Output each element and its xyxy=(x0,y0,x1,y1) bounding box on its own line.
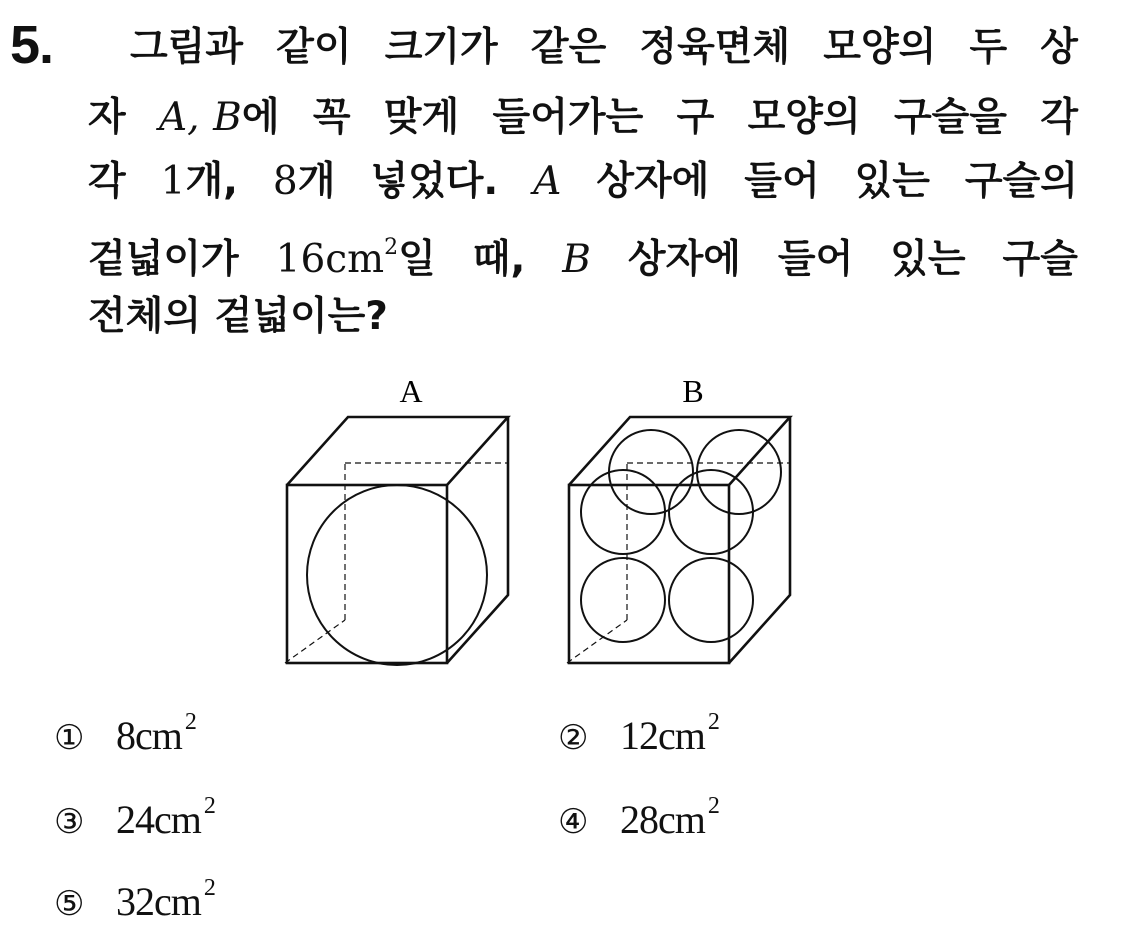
choice-5-marker: ⑤ xyxy=(54,886,85,923)
particle: 에 xyxy=(241,95,280,140)
sphere xyxy=(669,558,753,642)
question-line-1 xyxy=(130,18,1078,78)
box-a-var: A xyxy=(533,159,562,204)
word: 구슬의 xyxy=(964,159,1078,204)
word: 같이 xyxy=(276,25,352,70)
word: 그림과 xyxy=(130,25,244,70)
word: 크기가 xyxy=(384,25,498,70)
sphere xyxy=(609,430,693,514)
word: 때, xyxy=(472,237,526,282)
word: 넣었다. xyxy=(370,159,499,204)
cube-a-label: A xyxy=(399,373,423,409)
choice-1-value: 8cm xyxy=(116,713,182,758)
box-b-var: B xyxy=(213,95,242,140)
word: 모양의 xyxy=(823,25,937,70)
word: 상자에 xyxy=(627,237,741,282)
word: 들어 xyxy=(744,159,820,204)
choice-5-exponent: 2 xyxy=(203,875,216,901)
word: 있는 xyxy=(890,237,966,282)
sphere xyxy=(669,470,753,554)
cubes-figure xyxy=(280,370,800,670)
choice-3-value: 24cm xyxy=(116,797,201,842)
given-area-value: 16cm xyxy=(275,237,385,282)
choice-1-marker: ① xyxy=(54,720,85,757)
word: 각 xyxy=(1040,95,1078,140)
question-line-5 xyxy=(88,287,1078,347)
word: 상 xyxy=(1040,25,1078,70)
cube-b-label: B xyxy=(682,373,704,409)
word: 정육면체 xyxy=(639,25,791,70)
word: 맞게 xyxy=(383,95,460,140)
choice-1-exponent: 2 xyxy=(184,709,197,735)
choice-2-exponent: 2 xyxy=(707,709,720,735)
word: 들어가는 xyxy=(492,95,644,140)
word: 각 xyxy=(88,159,126,204)
choice-3-exponent: 2 xyxy=(203,793,216,819)
particle: 일 xyxy=(398,237,436,282)
choice-3-marker: ③ xyxy=(54,804,85,841)
count-1-unit: 개, xyxy=(185,159,238,204)
word: 구슬 xyxy=(1002,237,1078,282)
choice-5[interactable] xyxy=(54,875,216,925)
word: 구슬을 xyxy=(893,95,1007,140)
choice-2[interactable] xyxy=(558,709,720,759)
count-1-number: 1 xyxy=(160,159,186,204)
word: 모양의 xyxy=(747,95,861,140)
given-area xyxy=(276,222,436,290)
word: 들어 xyxy=(777,237,854,282)
question-line-3 xyxy=(88,152,1078,212)
count-1 xyxy=(161,152,238,212)
choice-4-exponent: 2 xyxy=(707,793,720,819)
choice-4-value: 28cm xyxy=(620,797,705,842)
box-b-var: B xyxy=(562,237,591,282)
word: 꼭 xyxy=(312,95,351,140)
cube-a xyxy=(285,417,508,665)
choice-5-value: 32cm xyxy=(116,879,201,924)
word: 있는 xyxy=(854,159,930,204)
choice-2-value: 12cm xyxy=(620,713,705,758)
word: 구 xyxy=(676,95,715,140)
choice-4[interactable] xyxy=(558,793,720,843)
box-a-var: A, xyxy=(159,95,200,140)
cube-b xyxy=(567,417,790,663)
choice-4-marker: ④ xyxy=(558,804,589,841)
word: 자 xyxy=(88,95,126,140)
word: 두 xyxy=(969,25,1008,70)
word: 전체의 겉넓이는? xyxy=(88,294,388,339)
word: 같은 xyxy=(530,25,607,70)
question-number: 5. xyxy=(10,15,54,75)
count-8 xyxy=(273,152,336,212)
given-area-exponent: 2 xyxy=(384,235,399,260)
choice-3[interactable] xyxy=(54,793,216,843)
choice-1[interactable] xyxy=(54,709,197,759)
question-line-4 xyxy=(88,222,1078,282)
sphere xyxy=(581,558,665,642)
sphere xyxy=(307,485,487,665)
count-8-number: 8 xyxy=(272,159,298,204)
count-8-unit: 개 xyxy=(297,159,336,204)
sphere xyxy=(581,470,665,554)
question-line-2 xyxy=(88,88,1078,148)
box-names xyxy=(159,88,280,148)
word: 겉넓이가 xyxy=(88,237,239,282)
choice-2-marker: ② xyxy=(558,720,589,757)
word: 상자에 xyxy=(596,159,710,204)
